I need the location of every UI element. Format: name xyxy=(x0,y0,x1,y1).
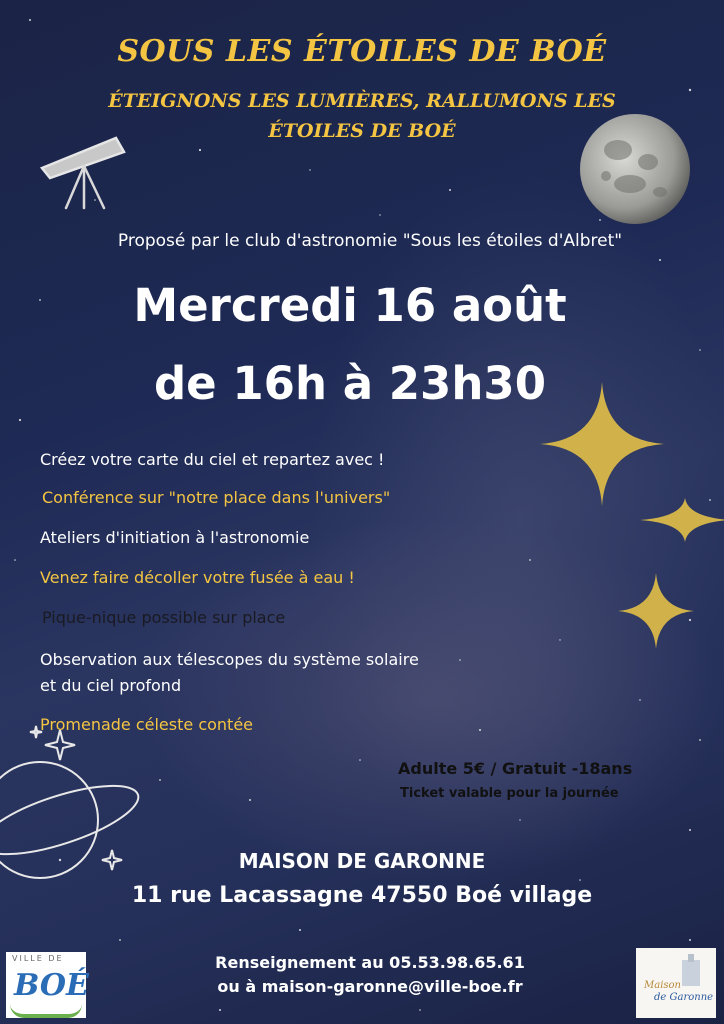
venue-name: MAISON DE GARONNE xyxy=(238,849,486,873)
ticket-info: Ticket valable pour la journée xyxy=(400,786,619,801)
activity-item: Venez faire décoller votre fusée à eau ! xyxy=(40,568,355,587)
poster-title: SOUS LES ÉTOILES DE BOÉ xyxy=(117,34,607,69)
poster-subtitle: ÉTEIGNONS LES LUMIÈRES, RALLUMONS LES ÉTOILES DE BOÉ xyxy=(108,90,616,142)
logo-line2: de Garonne xyxy=(654,992,714,1003)
contact-phone: Renseignement au 05.53.98.65.61 xyxy=(215,953,525,972)
sparkle-star-icon xyxy=(618,573,694,649)
activity-item: Promenade céleste contée xyxy=(40,715,253,734)
activity-item: Conférence sur "notre place dans l'univers" xyxy=(42,488,391,507)
logo-line1: Maison xyxy=(644,980,681,991)
event-date: Mercredi 16 août xyxy=(133,279,567,332)
activity-item: Ateliers d'initiation à l'astronomie xyxy=(40,528,310,547)
sparkle-star-icon xyxy=(640,498,724,542)
logo-top-text: VILLE DE xyxy=(12,954,64,963)
activity-item: Pique-nique possible sur place xyxy=(42,608,286,627)
activity-item: Créez votre carte du ciel et repartez avec ! xyxy=(40,450,385,469)
maison-de-garonne-logo xyxy=(636,948,716,1018)
venue-address: 11 rue Lacassagne 47550 Boé village xyxy=(131,883,593,908)
price-info: Adulte 5€ / Gratuit -18ans xyxy=(398,759,633,778)
event-hours: de 16h à 23h30 xyxy=(153,357,547,410)
activity-item: et du ciel profond xyxy=(40,676,182,695)
planet-icon xyxy=(0,720,150,910)
contact-email: ou à maison-garonne@ville-boe.fr xyxy=(217,977,523,996)
ville-de-boe-logo xyxy=(6,952,89,1018)
logo-swoosh xyxy=(10,1004,82,1018)
organizer-line: Proposé par le club d'astronomie "Sous les étoiles d'Albret" xyxy=(117,231,623,251)
logo-main-text: BOÉ xyxy=(14,968,89,1003)
activity-item: Observation aux télescopes du système solaire xyxy=(40,650,419,669)
